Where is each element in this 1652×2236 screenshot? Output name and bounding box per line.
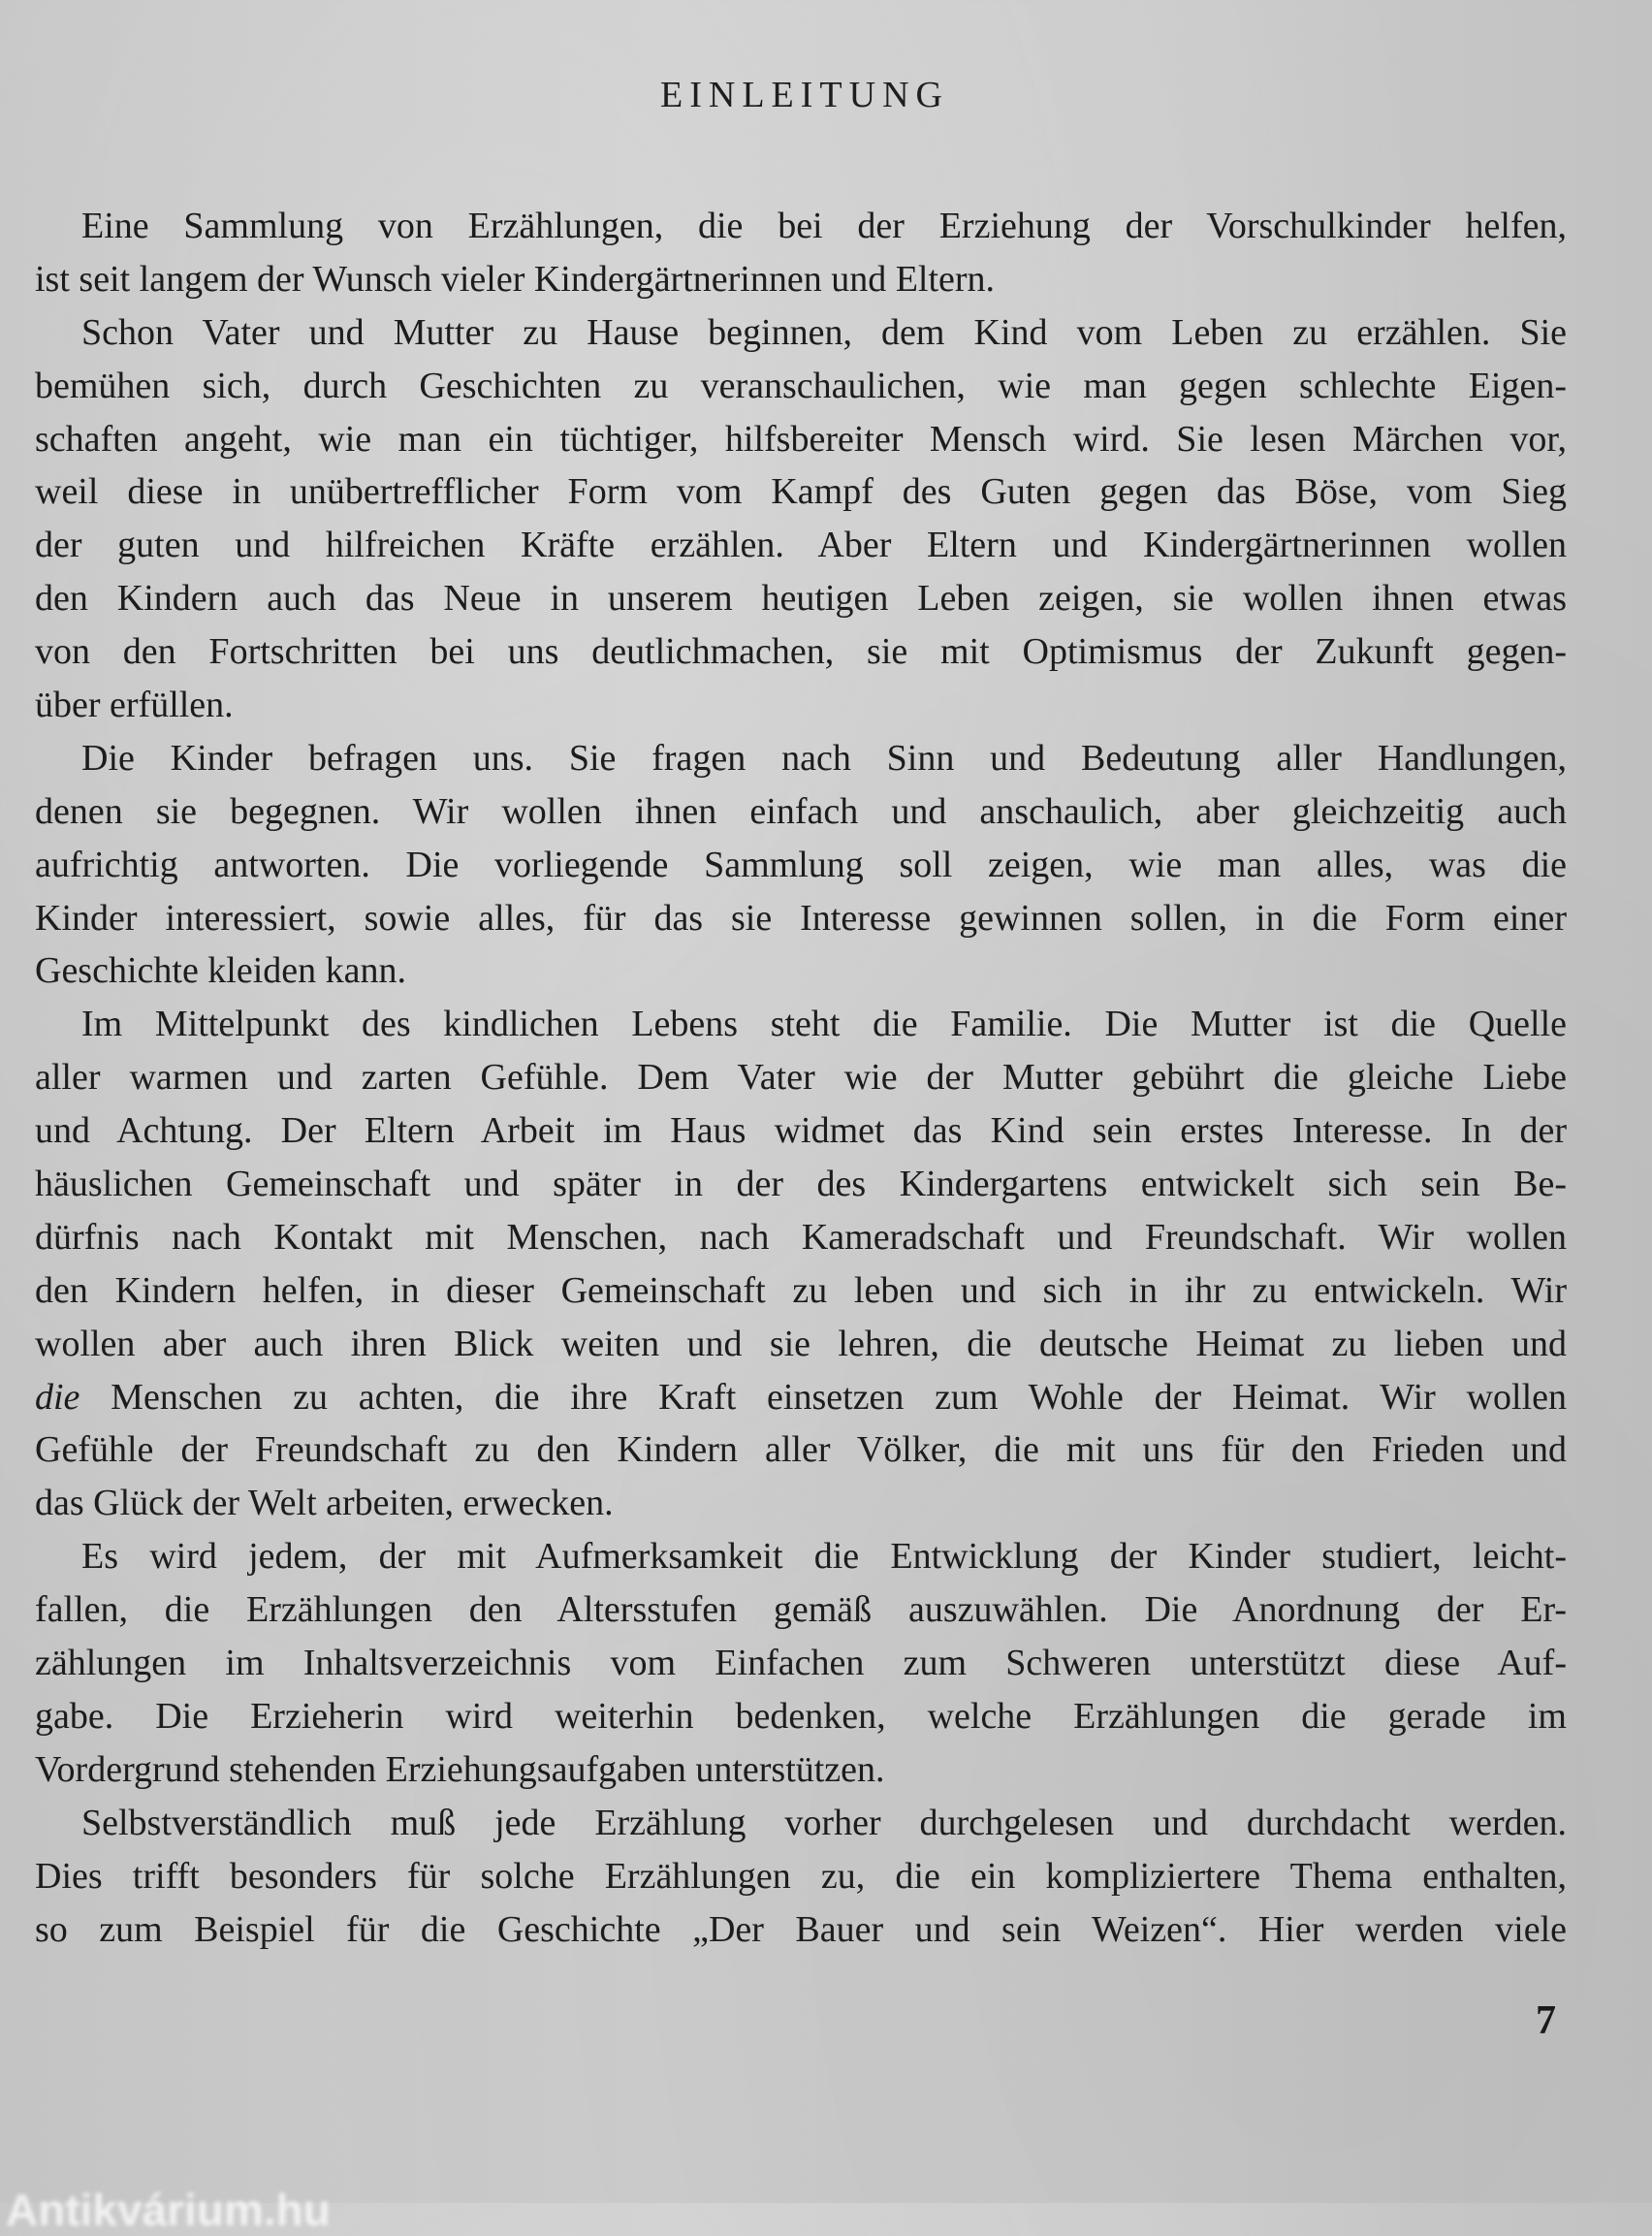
paragraph-6 [35, 1797, 1567, 1957]
paragraph-4 [35, 998, 1567, 1530]
text-line: fallen, die Erzählungen den Altersstufen gemäß auszuwählen. Die Anordnung der Er- [35, 1589, 1567, 1631]
text-line: dürfnis nach Kontakt mit Menschen, nach Kameradschaft und Freundschaft. Wir wollen [35, 1216, 1567, 1258]
text-line: Eine Sammlung von Erzählungen, die bei der Erziehung der Vorschulkinder helfen, [81, 206, 1567, 246]
italic-word: die [35, 1376, 80, 1418]
text-line: den Kindern auch das Neue in unserem heutigen Leben zeigen, sie wollen ihnen etwas [35, 578, 1567, 620]
text-line-rest: Menschen zu achten, die ihre Kraft einsetzen zum Wohle der Heimat. Wir wollen [79, 1376, 1567, 1418]
text-line: Schon Vater und Mutter zu Hause beginnen, dem Kind vom Leben zu erzählen. Sie [81, 311, 1567, 353]
text-line: häuslichen Gemeinschaft und später in der des Kindergartens entwickelt sich sein Be- [35, 1164, 1567, 1205]
text-line: wollen aber auch ihren Blick weiten und sie lehren, die deutsche Heimat zu lieben und [35, 1323, 1567, 1364]
text-line: weil diese in unübertrefflicher Form vom Kampf des Guten gegen das Böse, vom Sieg [35, 471, 1567, 513]
text-line: Geschichte kleiden kann. [35, 950, 407, 992]
text-line: und Achtung. Der Eltern Arbeit im Haus widmet das Kind sein erstes Interesse. In der [35, 1110, 1567, 1152]
text-line: schaften angeht, wie man ein tüchtiger, hilfsbereiter Mensch wird. Sie lesen Märchen vor, [35, 418, 1567, 460]
text-line: aufrichtig antworten. Die vorliegende Sammlung soll zeigen, wie man alles, was die [35, 844, 1567, 885]
chapter-title: EINLEITUNG [660, 75, 949, 115]
text-line: zählungen im Inhaltsverzeichnis vom Einfachen zum Schweren unterstützt diese Auf- [35, 1643, 1567, 1684]
text-line: den Kindern helfen, in dieser Gemeinschaft zu leben und sich in ihr zu entwickeln. Wir [35, 1269, 1567, 1311]
text-line: Selbstverständlich muß jede Erzählung vorher durchgelesen und durchdacht werden. [81, 1802, 1567, 1843]
text-line: Die Kinder befragen uns. Sie fragen nach Sinn und Bedeutung aller Handlungen, [81, 737, 1567, 779]
text-line: Im Mittelpunkt des kindlichen Lebens steht die Familie. Die Mutter ist die Quelle [81, 1004, 1567, 1045]
text-line: über erfüllen. [35, 685, 234, 726]
text-line: denen sie begegnen. Wir wollen ihnen einfach und anschaulich, aber gleichzeitig auch [35, 790, 1567, 832]
text-line: gabe. Die Erzieherin wird weiterhin bedenken, welche Erzählungen die gerade im [35, 1695, 1567, 1737]
text-line: das Glück der Welt arbeiten, erwecken. [35, 1483, 614, 1524]
paragraph-3 [35, 732, 1567, 998]
text-line: der guten und hilfreichen Kräfte erzählen. Aber Eltern und Kindergärtnerinnen wollen [35, 525, 1567, 566]
text-line: bemühen sich, durch Geschichten zu veranschaulichen, wie man gegen schlechte Eigen- [35, 365, 1567, 406]
text-line: ist seit langem der Wunsch vieler Kindergärtnerinnen und Eltern. [35, 258, 996, 300]
text-line: Vordergrund stehenden Erziehungsaufgaben unterstützen. [35, 1748, 885, 1790]
text-line: so zum Beispiel für die Geschichte „Der Bauer und sein Weizen“. Hier werden viele [35, 1908, 1567, 1950]
watermark: Antikvárium.hu [6, 2185, 331, 2235]
paragraph-2 [35, 306, 1567, 732]
paragraph-5 [35, 1530, 1567, 1796]
text-line: Dies trifft besonders für solche Erzählungen zu, die ein kompliziertere Thema enthalten, [35, 1855, 1567, 1897]
page-number: 7 [1536, 1998, 1556, 2043]
paragraph-1 [35, 200, 1567, 306]
text-line: aller warmen und zarten Gefühle. Dem Vater wie der Mutter gebührt die gleiche Liebe [35, 1057, 1567, 1099]
text-line: Es wird jedem, der mit Aufmerksamkeit die Entwicklung der Kinder studiert, leicht- [81, 1536, 1567, 1578]
text-line: Kinder interessiert, sowie alles, für das sie Interesse gewinnen sollen, in die Form einer [35, 897, 1567, 939]
text-line-with-italic [35, 1371, 1567, 1424]
text-line: von den Fortschritten bei uns deutlichmachen, sie mit Optimismus der Zukunft gegen- [35, 631, 1567, 673]
body-text [35, 200, 1567, 1956]
text-line: Gefühle der Freundschaft zu den Kindern aller Völker, die mit uns für den Frieden und [35, 1429, 1567, 1471]
